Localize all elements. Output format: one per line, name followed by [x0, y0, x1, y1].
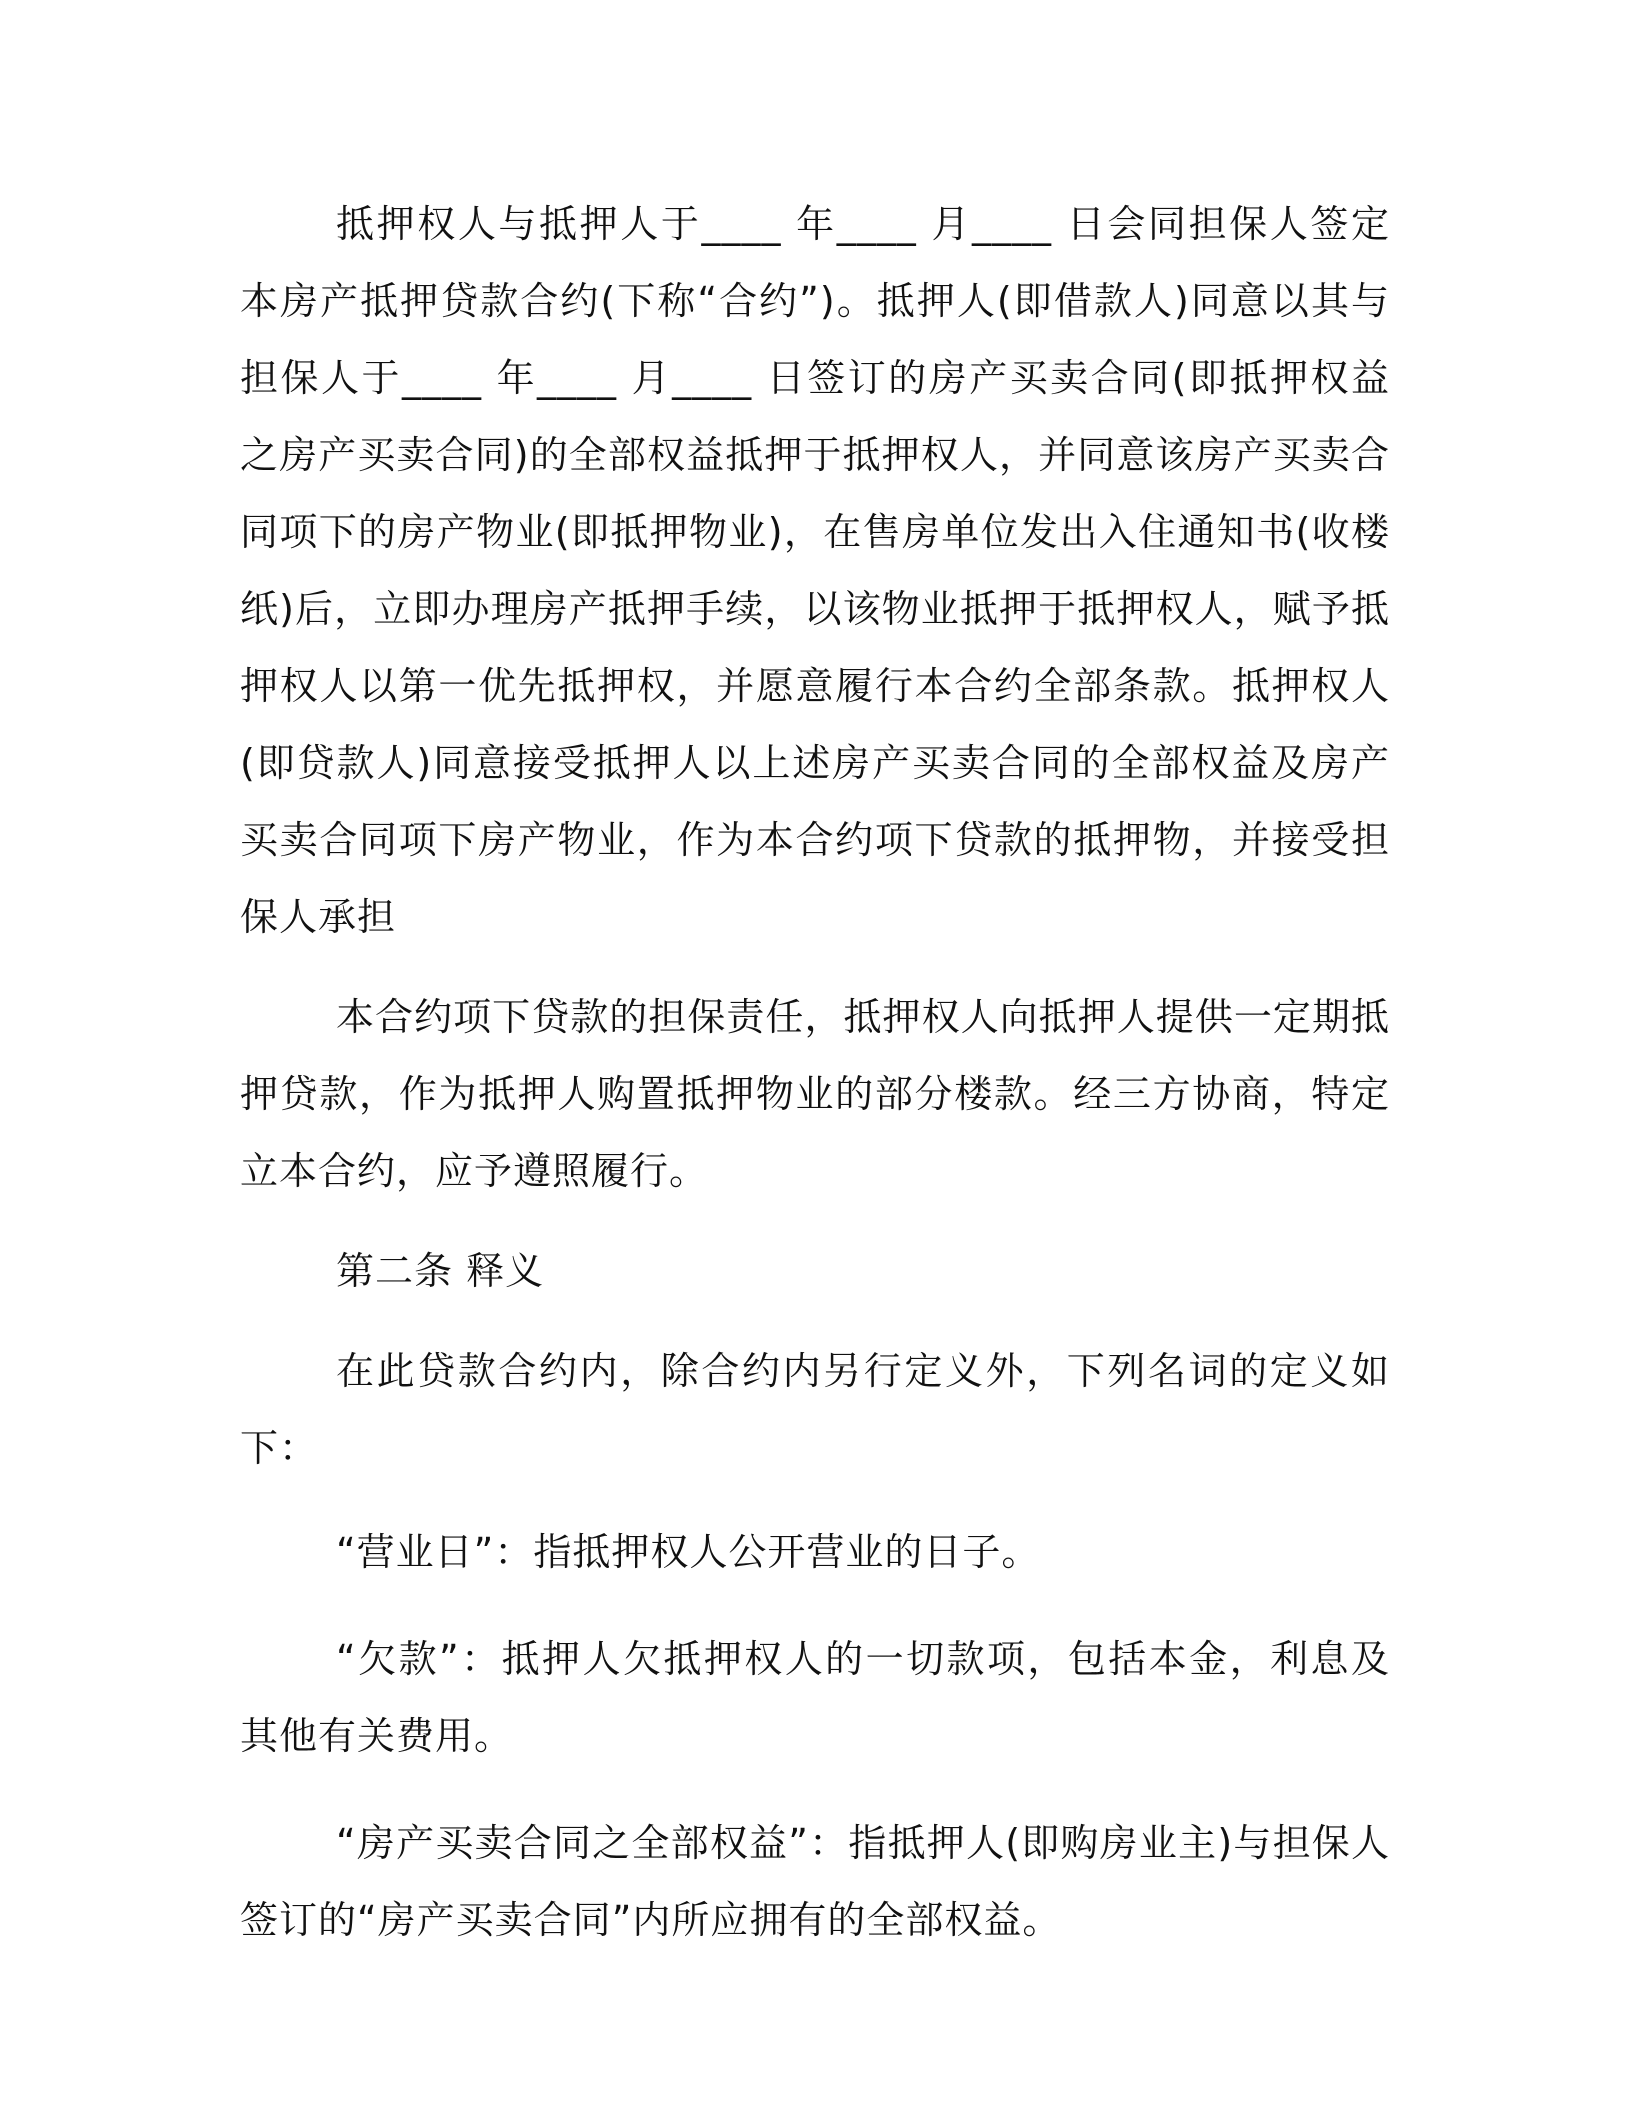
definition-debt: “欠款”：抵押人欠抵押权人的一切款项，包括本金，利息及其他有关费用。	[240, 1637, 1390, 1758]
definitions-intro: 在此贷款合约内，除合约内另行定义外，下列名词的定义如下：	[240, 1349, 1390, 1470]
definition-contract-rights: “房产买卖合同之全部权益”：指抵押人(即购房业主)与担保人签订的“房产买卖合同”内所应拥有的全部权益。	[240, 1821, 1390, 1942]
section-heading: 第二条 释义	[336, 1249, 545, 1293]
definition-business-day: “营业日”：指抵押权人公开营业的日子。	[336, 1530, 1041, 1574]
loan-purpose-paragraph: 本合约项下贷款的担保责任，抵押权人向抵押人提供一定期抵押贷款，作为抵押人购置抵押物业的部分楼款。经三方协商，特定立本合约，应予遵照履行。	[240, 995, 1390, 1193]
document-page	[240, 186, 1390, 1959]
preamble-paragraph: 抵押权人与抵押人于____ 年____ 月____ 日会同担保人签定本房产抵押贷款合约(下称“合约”)。抵押人(即借款人)同意以其与担保人于____ 年____ 月____ 日签订的房产买卖合同(即抵押权益之房产买卖合同)的全部权益抵押于抵押权人，并同意该房产买卖合同项下的房产物业(即抵押物业)，在售房单位发出入住通知书(收楼纸)后，立即办理房产抵押手续，以该物业抵押于抵押权人，赋予抵押权人以第一优先抵押权，并愿意履行本合约全部条款。抵押权人(即贷款人)同意接受抵押人以上述房产买卖合同的全部权益及房产买卖合同项下房产物业，作为本合约项下贷款的抵押物，并接受担保人承担	[240, 202, 1390, 939]
